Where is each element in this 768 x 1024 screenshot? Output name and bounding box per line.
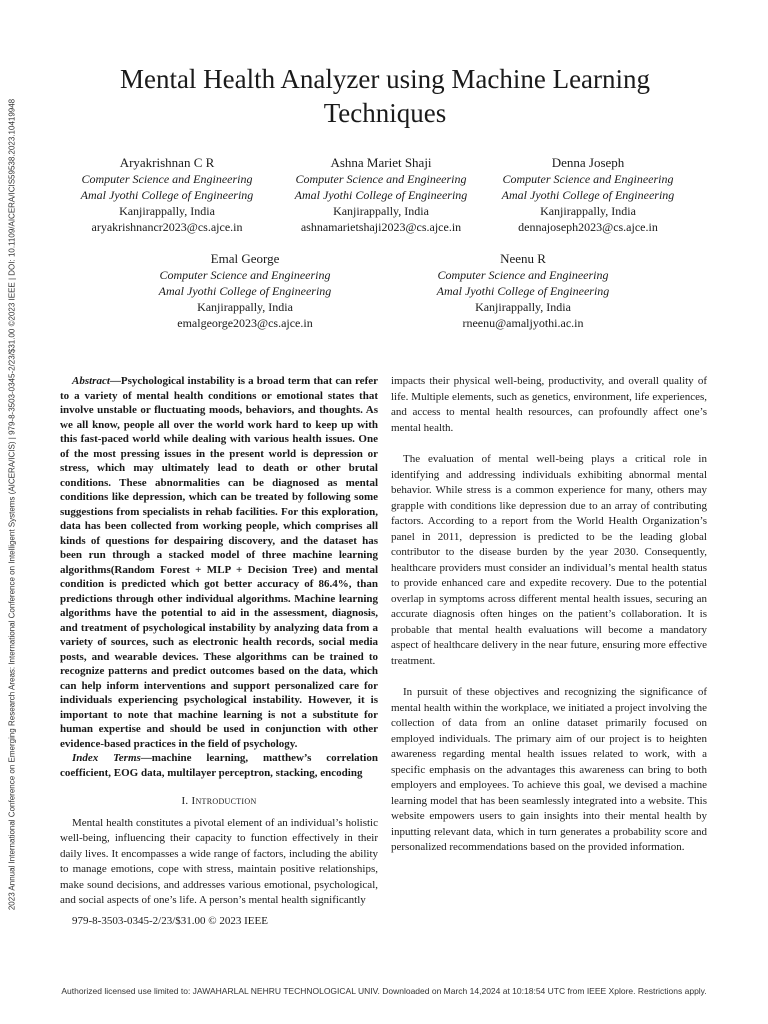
author-name: Denna Joseph <box>551 155 625 170</box>
index-terms-text: —machine learning, matthew’s correlation coefficient, EOG data, multilayer perceptron, stacking, encoding <box>60 752 378 779</box>
author-name: Neenu R <box>500 251 546 266</box>
author-place: Kanjirappally, India <box>540 204 636 218</box>
body-paragraph: The evaluation of mental well-being plays a critical role in identifying and addressing individuals exhibiting abnormal mental behavior. While stress is a common experience for many, others may grapple with conditions like depression due to an array of contributing factors. According to a report from the World Health Organization’s panel in 2011, depression is predicted to be the leading global contributor to the disease burden by the year 2030. Consequently, healthcare providers must consider an individual’s mental health status to provide enhanced care and expedite recovery. Due to the potential overlap in symptoms across different mental health issues, securing an accurate diagnosis often hinges on the patient’s collaboration. It is probable that mental health evaluations will become a mandatory aspect of healthcare delivery in the near future, ensuring more effective treatment. <box>391 453 707 667</box>
author-name: Ashna Mariet Shaji <box>330 155 432 170</box>
left-column <box>60 374 378 909</box>
author-college: Amal Jyothi College of Engineering <box>158 284 332 298</box>
author-dept: Computer Science and Engineering <box>502 172 674 186</box>
right-column <box>391 374 707 856</box>
author-name: Aryakrishnan C R <box>119 155 215 170</box>
author-block <box>483 155 693 235</box>
author-dept: Computer Science and Engineering <box>437 268 609 282</box>
author-block <box>62 155 272 235</box>
author-email: emalgeorge2023@cs.ajce.in <box>177 316 313 330</box>
abstract-lead: Abstract <box>72 375 110 387</box>
section-heading <box>60 794 378 810</box>
author-block <box>276 155 486 235</box>
author-place: Kanjirappally, India <box>475 300 571 314</box>
author-college: Amal Jyothi College of Engineering <box>80 188 254 202</box>
author-place: Kanjirappally, India <box>119 204 215 218</box>
doi-side-note: 2023 Annual International Conference on Emerging Research Areas: International Conference on Intelligent Systems (AICERA/ICIS) | 979-8-3503-0345-2/23/$31.00 ©2023 IEEE | DOI: 10.1109/AICERA/ICIS59538.2023.10419948 <box>7 98 17 911</box>
isbn-footer: 979-8-3503-0345-2/23/$31.00 © 2023 IEEE <box>72 915 268 927</box>
section-numeral: I. <box>181 795 189 807</box>
body-paragraph: impacts their physical well-being, productivity, and overall quality of life. Multiple elements, such as genetics, environment, life experiences, and access to mental health resources, can profoundly affect one’s mental health. <box>391 375 707 434</box>
author-place: Kanjirappally, India <box>197 300 293 314</box>
author-email: rneenu@amaljyothi.ac.in <box>462 316 584 330</box>
license-notice: Authorized licensed use limited to: JAWAHARLAL NEHRU TECHNOLOGICAL UNIV. Downloaded on March 14,2024 at 10:18:54 UTC from IEEE Xplore. Restrictions apply. <box>61 986 707 996</box>
author-dept: Computer Science and Engineering <box>81 172 253 186</box>
author-email: ashnamarietshaji2023@cs.ajce.in <box>300 220 462 234</box>
author-dept: Computer Science and Engineering <box>159 268 331 282</box>
paper-title: Mental Health Analyzer using Machine Learning Techniques <box>119 64 651 128</box>
author-place: Kanjirappally, India <box>333 204 429 218</box>
author-email: aryakrishnancr2023@cs.ajce.in <box>91 220 243 234</box>
author-college: Amal Jyothi College of Engineering <box>501 188 675 202</box>
author-block <box>418 251 628 331</box>
intro-paragraph: Mental health constitutes a pivotal element of an individual’s holistic well-being, influencing their capacity to function effectively in their daily lives. It encompasses a wide range of factors, including the ability to manage emotions, cope with stress, maintain positive relationships, make sound decisions, and addresses various emotional, psychological, and social aspects of one’s life. A person’s mental health significantly <box>60 816 378 906</box>
abstract <box>60 374 378 751</box>
section-title: Introduction <box>191 795 257 807</box>
author-dept: Computer Science and Engineering <box>295 172 467 186</box>
author-college: Amal Jyothi College of Engineering <box>436 284 610 298</box>
author-name: Emal George <box>210 251 280 266</box>
author-email: dennajoseph2023@cs.ajce.in <box>518 220 658 234</box>
author-block <box>140 251 350 331</box>
body-paragraph: In pursuit of these objectives and recognizing the significance of mental health within the workplace, we initiated a project involving the collection of data from an online dataset primarily focused on employed individuals. The primary aim of our project is to heighten awareness regarding mental health issues related to work, with a specific emphasis on the advantages this awareness can bring to both employers and employees. To achieve this goal, we devised a machine learning model that has been seamlessly integrated into a website. This website empowers users to gain insights into their mental health by inputting relevant data, which in turn generates a probability score and personalized recommendations based on the provided information. <box>391 686 707 853</box>
index-terms-lead: Index Terms <box>72 752 141 764</box>
abstract-text: —Psychological instability is a broad term that can refer to a variety of mental health conditions or emotional states that involve unstable or fluctuating moods, behaviors, and thoughts. As we all know, people all over the world work hard to keep up with this fast-paced world while dealing with various health issues. One of the most pressing issues in the present world is depression or stress, which may ultimately lead to death or other brutal conditions. These abnormalities can be diagnosed as mental conditions like depression, which can be treated by following some suggestions from specialists in rehab facilities. For this exploration, data has been collected from working people, which comprises all kinds of questions for despairing discovery, and the dataset has been run through a stacked model of three machine learning algorithms(Random Forest + MLP + Decision Tree) and mental condition is predicted which got better accuracy of 86.4%, than predictions through other individual algorithms. Machine learning algorithms have the potential to aid in the assessment, diagnosis, and treatment of psychological instability by analyzing data from a variety of sources, such as electronic health records, social media posts, and wearable devices. These algorithms can be trained to recognize patterns and predict outcomes based on the data, which can help inform interventions and support personalized care for individuals experiencing psychological instability. However, it is important to note that machine learning is not a substitute for human expertise and should be used in conjunction with other evidence-based practices in the field of psychology. <box>60 375 378 750</box>
author-college: Amal Jyothi College of Engineering <box>294 188 468 202</box>
index-terms <box>60 751 378 780</box>
